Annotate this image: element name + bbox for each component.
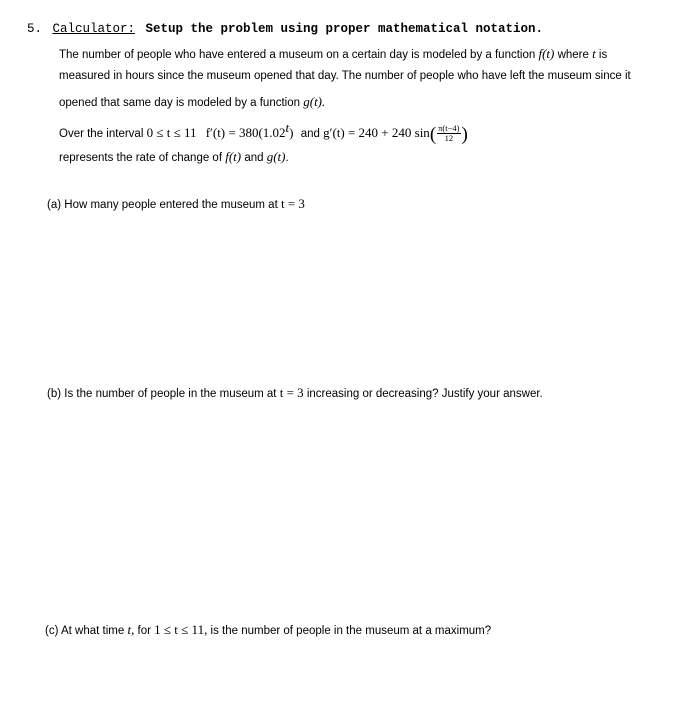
- part-b-question: (b) Is the number of people in the museum at t = 3 increasing or decreasing? Justify your answer.: [47, 385, 543, 400]
- problem-header: [27, 19, 543, 37]
- part-c-label: (c): [45, 625, 59, 637]
- part-c-question: (c) At what time t, for 1 ≤ t ≤ 11, is the number of people in the museum at a maximum?: [45, 622, 492, 637]
- problem-number: 5.: [27, 22, 43, 36]
- interval: 0 ≤ t ≤ 11: [146, 124, 197, 140]
- f-prime: $f'(t) = 380(1.02^t)$: [205, 120, 294, 140]
- part-a-label: (a): [47, 199, 62, 211]
- sin-argument-fraction: $\frac{\pi(t-4)}{12}$: [438, 123, 460, 144]
- instruction: Setup the problem using proper mathematical notation.: [145, 22, 544, 36]
- part-a-question: (a) How many people entered the museum at t = 3: [47, 196, 305, 211]
- problem-line-2: measured in hours since the museum opened that day. The number of people who have left the museum since it: [59, 70, 631, 82]
- derivative-definitions: Over the interval 0 ≤ t ≤ 11 $f'(t) = 380(1.02^t)$ and g′(t) = 240 + 240 sin( $\frac{\pi(t-4)}{12}$ ): [59, 120, 468, 145]
- problem-line-3: opened that same day is modeled by a function g(t).: [59, 94, 326, 109]
- problem-line-1: The number of people who have entered a museum on a certain day is modeled by a function f(t) where t is: [59, 46, 608, 61]
- part-b-label: (b): [47, 388, 62, 400]
- calculator-tag: Calculator:: [52, 22, 135, 36]
- rate-of-change-line: represents the rate of change of f(t) and g(t).: [59, 149, 289, 164]
- g-prime: g′(t) = 240 + 240 sin( $\frac{\pi(t-4)}{12}$ ): [323, 123, 468, 145]
